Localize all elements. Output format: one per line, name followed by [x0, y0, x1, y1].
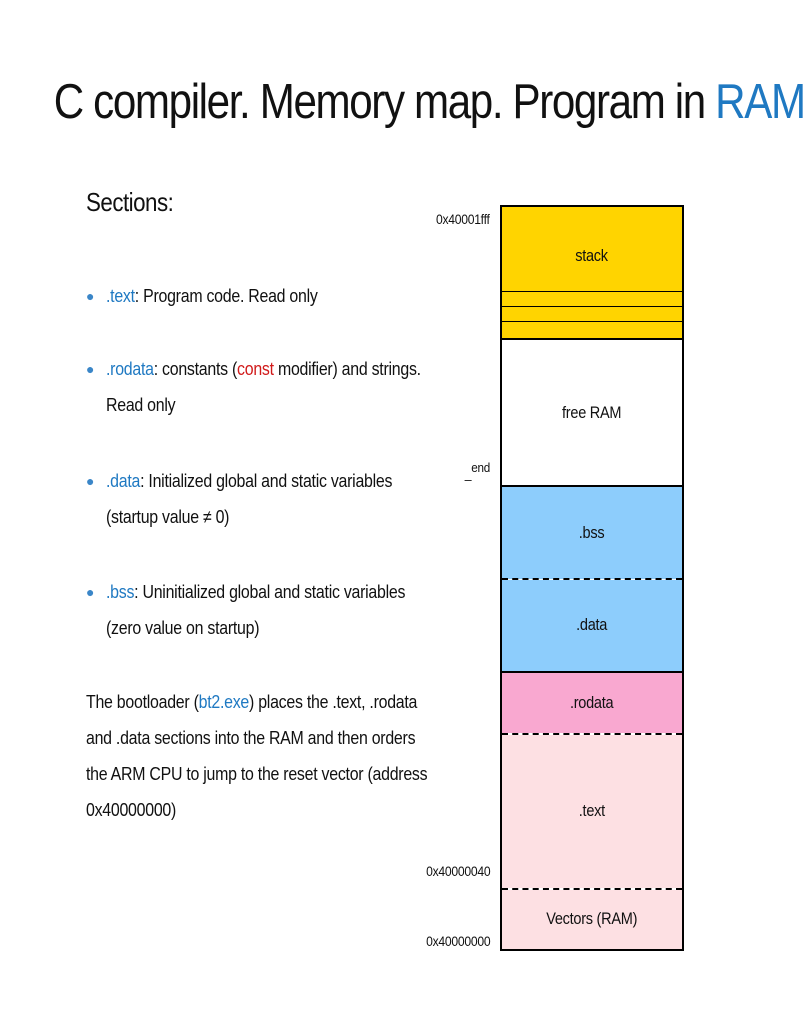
para-text: The bootloader ( — [86, 691, 199, 712]
para-line: 0x40000000) — [86, 799, 177, 820]
bullet-dot-icon: ● — [86, 584, 95, 600]
const-keyword: const — [237, 358, 274, 379]
section-name: .data — [106, 470, 141, 491]
bootloader-name: bt2.exe — [198, 691, 250, 712]
segment-data — [502, 580, 682, 671]
para-line: and .data sections into the RAM and then orders — [86, 727, 416, 748]
stack-line — [502, 291, 682, 292]
segment-text — [502, 735, 682, 888]
segment-stack — [502, 207, 682, 339]
para-line: the ARM CPU to jump to the reset vector (address — [86, 763, 428, 784]
sections-panel — [86, 182, 431, 820]
section-desc-cont: modifier) and strings. — [273, 358, 421, 379]
address-top: 0x40001fff — [436, 212, 490, 227]
section-desc: : Uninitialized global and static variables — [134, 581, 406, 602]
para-text: ) places the .text, .rodata — [249, 691, 418, 712]
section-name: .text — [106, 285, 135, 306]
memory-map — [500, 205, 684, 951]
title-prefix: C compiler. Memory map. Program in — [53, 75, 716, 129]
segment-vectors — [502, 890, 682, 949]
segment-label: .data — [576, 616, 608, 634]
address-vectors-end: 0x40000040 — [425, 864, 490, 879]
segment-rodata — [502, 673, 682, 733]
segment-label: stack — [575, 247, 609, 265]
section-desc-line2: Read only — [106, 394, 176, 415]
stack-line — [502, 321, 682, 322]
section-name: .bss — [106, 581, 135, 602]
bullet-dot-icon: ● — [86, 473, 95, 489]
bullet-dot-icon: ● — [86, 288, 95, 304]
section-desc: : Program code. Read only — [134, 285, 318, 306]
section-desc: : constants ( — [153, 358, 238, 379]
address-base: 0x40000000 — [425, 934, 490, 949]
bullet-dot-icon: ● — [86, 361, 95, 377]
sections-heading: Sections: — [86, 187, 174, 217]
segment-label: free RAM — [562, 403, 622, 422]
title-accent: RAM — [715, 75, 805, 129]
section-desc-line2: (zero value on startup) — [106, 617, 260, 638]
segment-label: Vectors (RAM) — [546, 910, 638, 928]
bootloader-paragraph — [86, 684, 430, 828]
segment-label: .rodata — [570, 693, 614, 712]
address-end: _end — [464, 460, 490, 481]
segment-bss — [502, 487, 682, 579]
section-desc-line2: (startup value ≠ 0) — [106, 506, 230, 527]
section-name: .rodata — [106, 358, 154, 379]
segment-free-ram — [502, 340, 682, 486]
stack-line — [502, 306, 682, 307]
section-desc: : Initialized global and static variables — [140, 470, 393, 491]
segment-label: .text — [578, 802, 606, 820]
page-title — [53, 66, 805, 138]
segment-label: .bss — [579, 523, 605, 542]
